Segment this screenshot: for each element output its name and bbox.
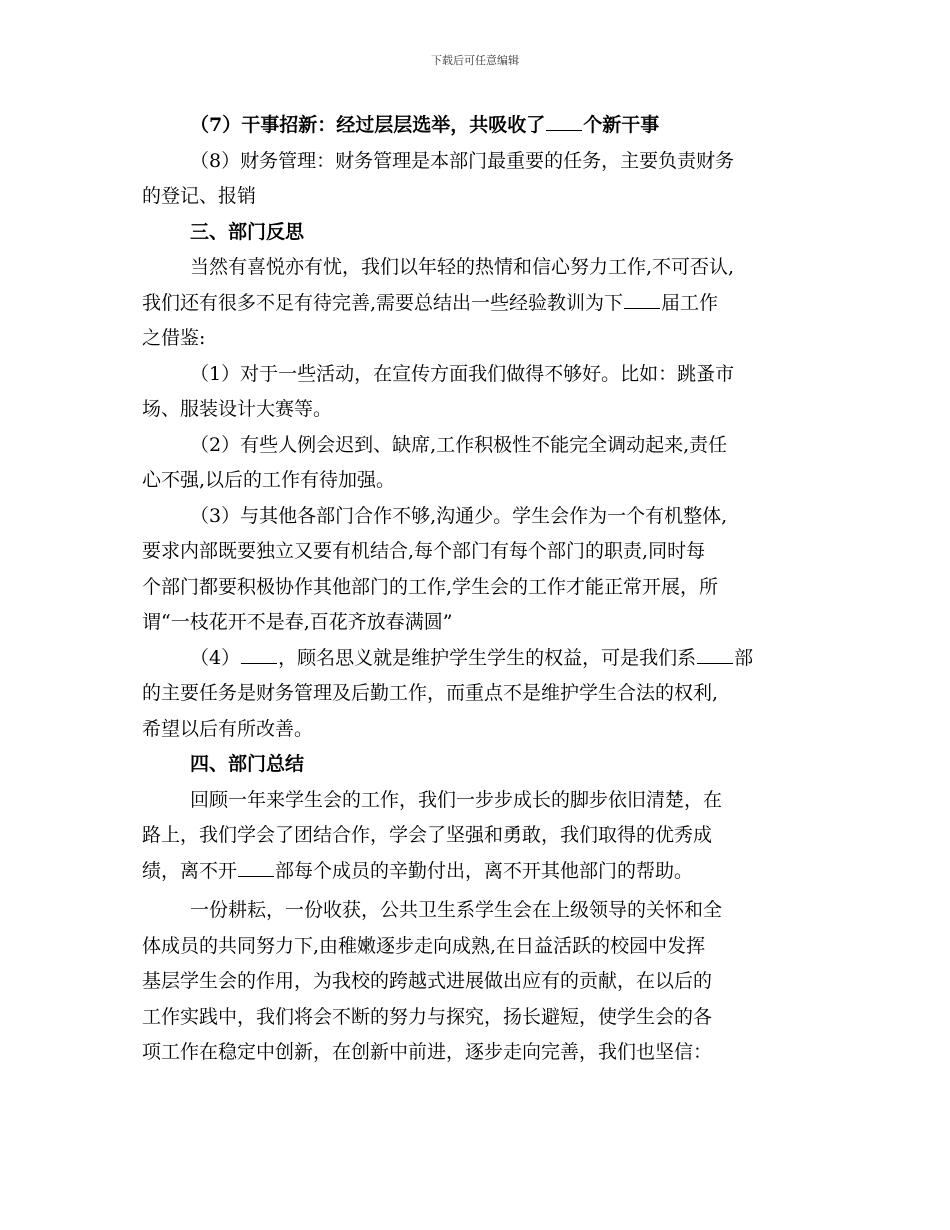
document-body [142, 108, 802, 1071]
paragraph-line: 个部门都要积极协作其他部门的工作,学生会的工作才能正常开展，所 [142, 575, 719, 598]
paragraph-line: （1）对于一些活动，在宣传方面我们做得不够好。比如：跳蚤市 [190, 362, 735, 385]
fill-blank [624, 290, 660, 309]
paragraph-line: 路上，我们学会了团结合作，学会了坚强和勇敢，我们取得的优秀成 [142, 824, 713, 846]
section-heading: 四、部门总结 [190, 753, 305, 775]
fill-blank [697, 645, 733, 664]
paragraph-line: （8）财务管理：财务管理是本部门最重要的任务，主要负责财务 [190, 149, 735, 172]
paragraph-line: （2）有些人例会迟到、缺席,工作积极性不能完全调动起来,责任 [190, 433, 728, 456]
paragraph-line: （4） ，顾名思义就是维护学生学生的权益，可是我们系 部 [190, 646, 754, 669]
paragraph-line: 希望以后有所改善。 [142, 717, 314, 740]
paragraph-line: 工作实践中，我们将会不断的努力与探究，扬长避短，使学生会的各 [142, 1005, 713, 1028]
paragraph-line: 要求内部既要独立又要有机结合,每个部门有每个部门的职责,同时每 [142, 540, 706, 562]
paragraph-line: 心不强,以后的工作有待加强。 [142, 469, 396, 491]
paragraph-line: 绩，离不开 部每个成员的辛勤付出，离不开其他部门的帮助。 [142, 859, 694, 882]
paragraph-line: 体成员的共同努力下,由稚嫩逐步走向成熟,在日益活跃的校园中发挥 [142, 934, 706, 957]
paragraph-line: 的登记、报销 [142, 185, 257, 207]
paragraph-line: 回顾一年来学生会的工作，我们一步步成长的脚步依旧清楚，在 [190, 788, 723, 811]
paragraph-line: 场、服装设计大赛等。 [142, 398, 333, 420]
fill-blank [546, 112, 582, 131]
paragraph-line: 之借鉴: [142, 327, 206, 349]
fill-blank [241, 645, 277, 664]
paragraph-line: 我们还有很多不足有待完善,需要总结出一些经验教训为下 届工作 [142, 291, 719, 314]
paragraph-line: 当然有喜悦亦有忧，我们以年轻的热情和信心努力工作,不可否认, [190, 256, 735, 278]
section-heading: 三、部门反思 [190, 220, 305, 243]
paragraph-line: 一份耕耘，一份收获，公共卫生系学生会在上级领导的关怀和全 [190, 899, 723, 921]
paragraph-line: （3）与其他各部门合作不够,沟通少。学生会作为一个有机整体, [190, 504, 728, 527]
paragraph-line: 项工作在稳定中创新，在创新中前进，逐步走向完善，我们也坚信： [142, 1041, 713, 1063]
fill-blank [238, 858, 274, 877]
paragraph-line: 谓“一枝花开不是春,百花齐放春满圆” [142, 611, 453, 633]
page-header: 下载后可任意编辑 [431, 54, 519, 67]
paragraph-line: 的主要任务是财务管理及后勤工作，而重点不是维护学生合法的权利, [142, 682, 719, 704]
paragraph-line: 基层学生会的作用，为我校的跨越式进展做出应有的贡献，在以后的 [142, 970, 713, 992]
paragraph-line: （7）干事招新：经过层层选举，共吸收了 个新干事 [190, 114, 660, 136]
